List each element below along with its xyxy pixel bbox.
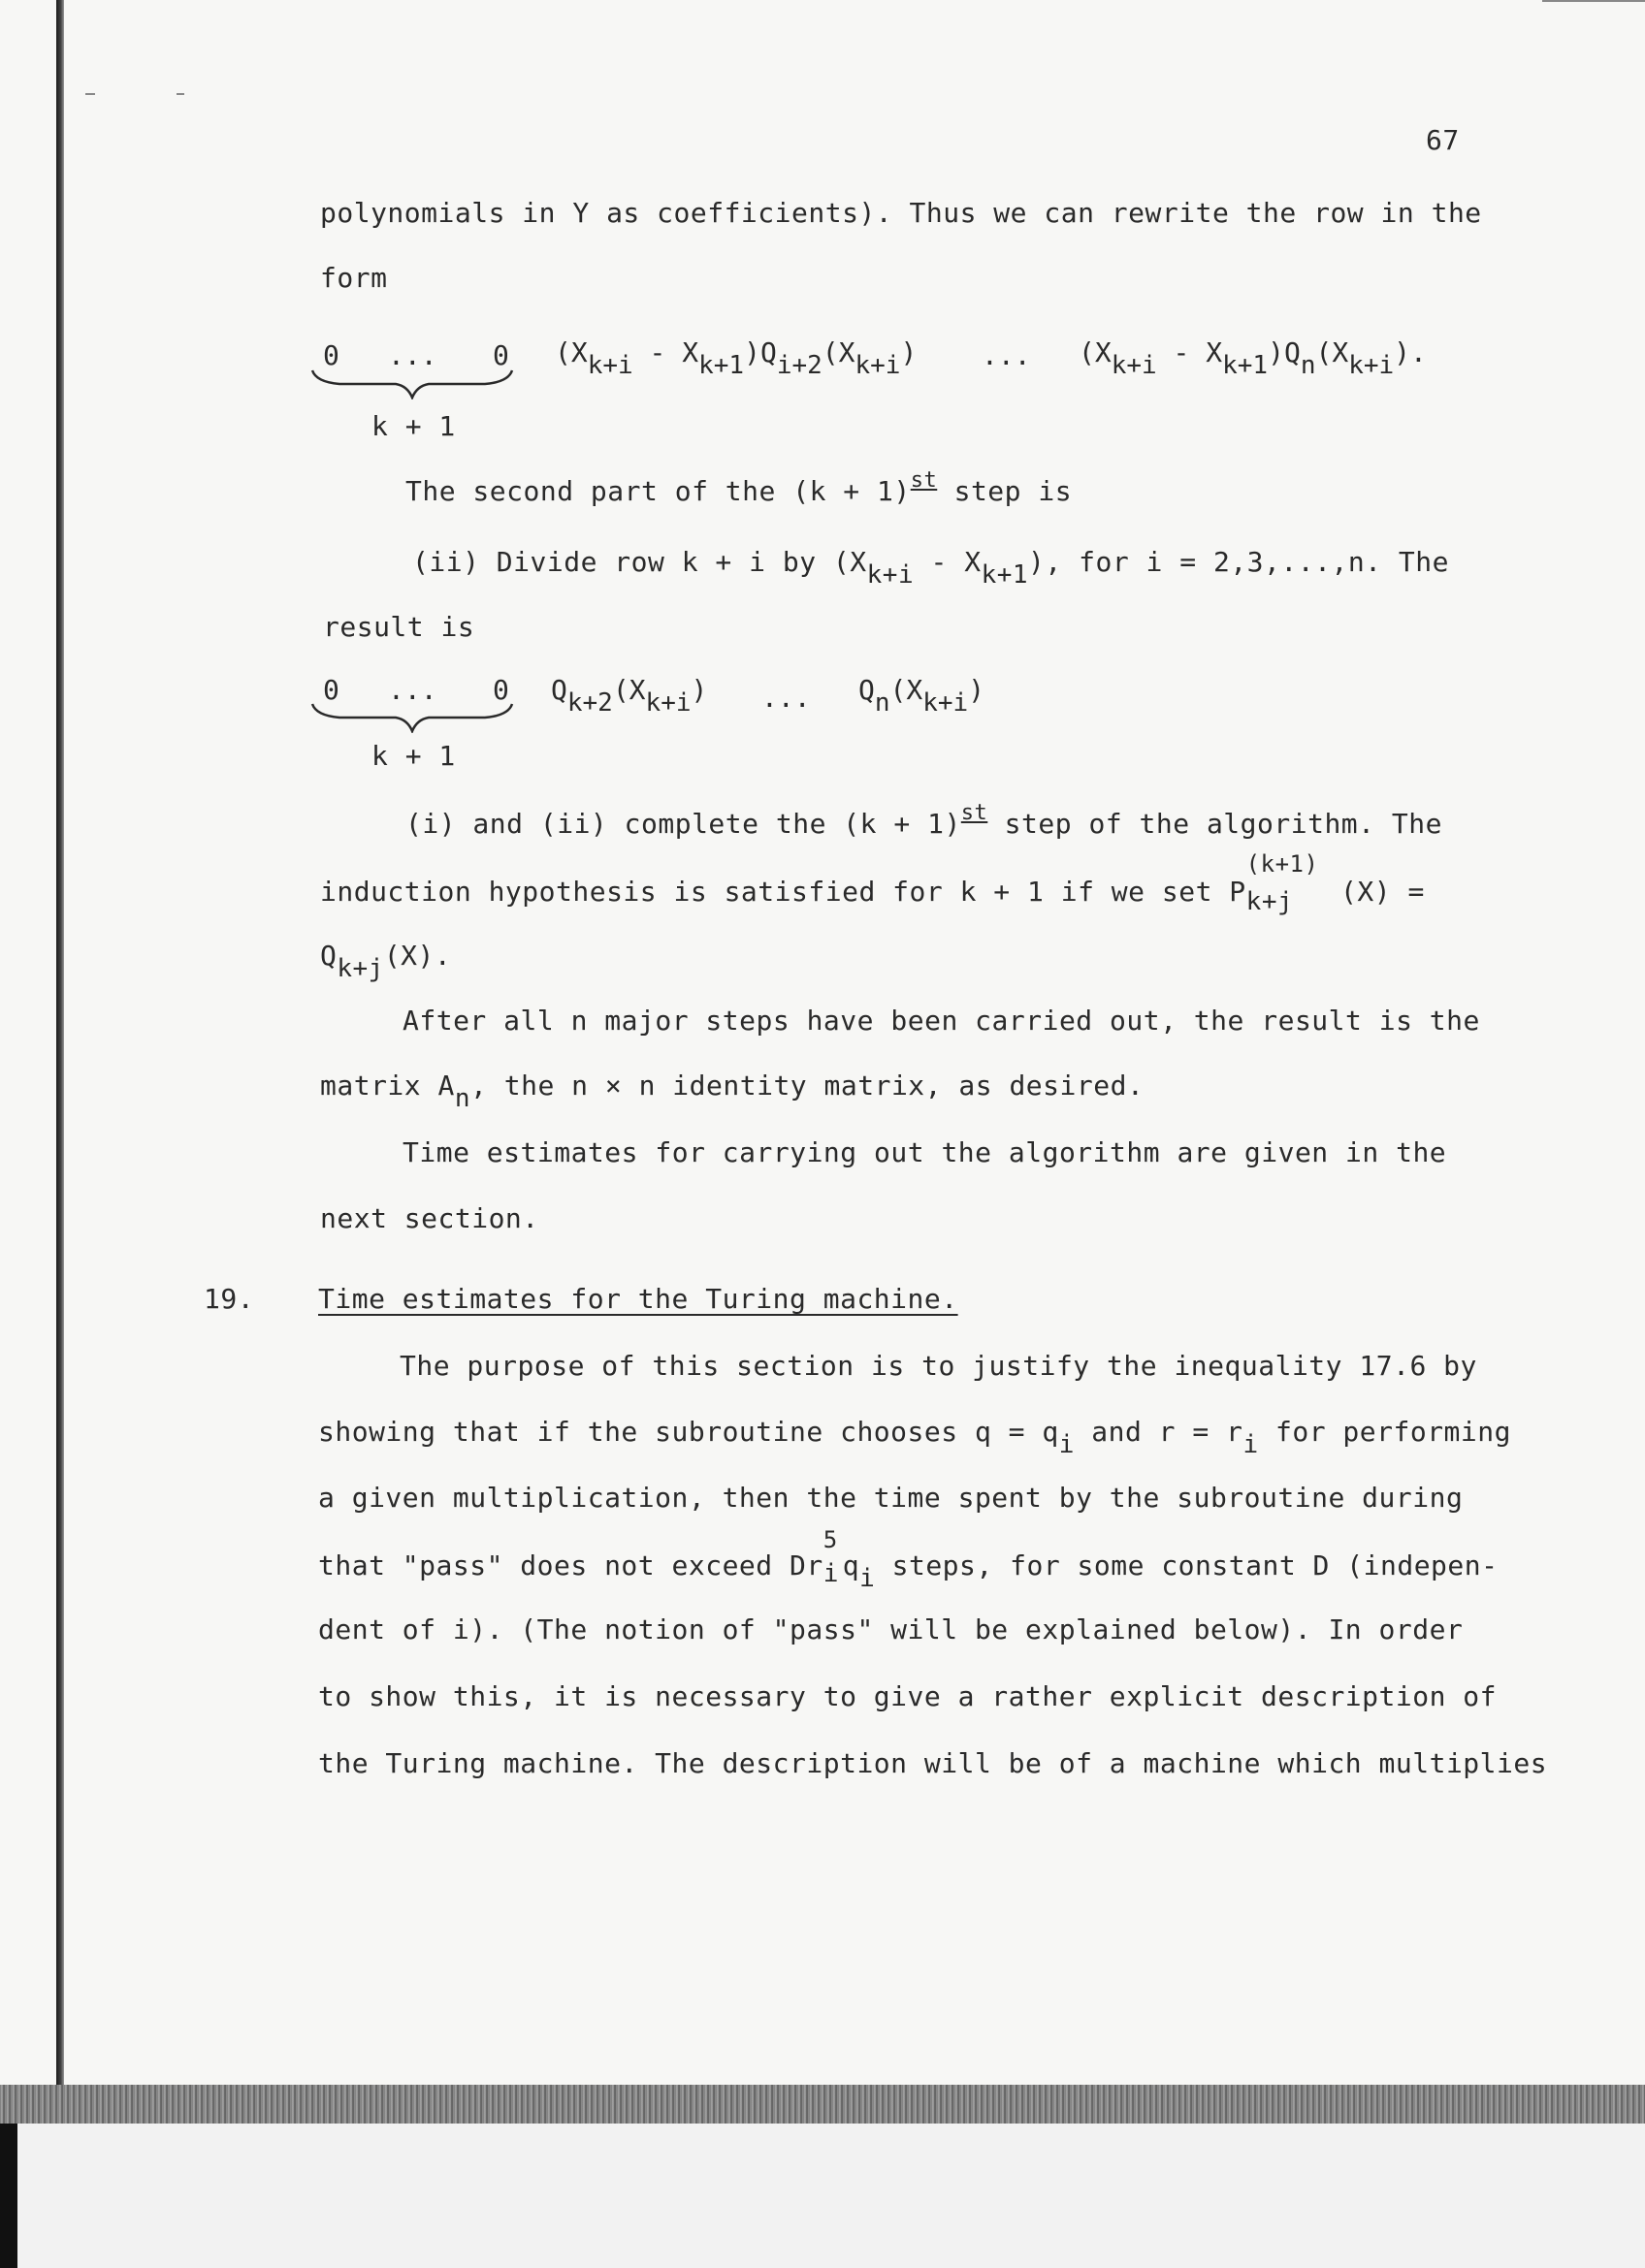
eq1-zero-left: 0 xyxy=(323,339,339,371)
text-line: The purpose of this section is to justify the inequality 17.6 by xyxy=(400,1350,1477,1382)
eq2-zero-right: 0 xyxy=(493,674,509,706)
section-title: Time estimates for the Turing machine. xyxy=(318,1283,958,1315)
eq1-brace-label: k + 1 xyxy=(371,410,456,442)
text-line: matrix An, the n × n identity matrix, as desired. xyxy=(320,1070,1145,1113)
text-line: to show this, it is necessary to give a rather explicit description of xyxy=(318,1680,1498,1712)
text-line: The second part of the $(k + 1)^{st}$ step is xyxy=(405,468,1073,507)
scan-speck xyxy=(85,93,95,95)
scan-left-edge xyxy=(56,0,64,2094)
text-line: polynomials in Y as coefficients). Thus we can rewrite the row in the xyxy=(320,197,1482,229)
text-line: form xyxy=(320,262,388,294)
eq1-dots-left: ... xyxy=(388,339,437,371)
scan-speck xyxy=(177,93,184,95)
eq1-underbrace xyxy=(310,367,514,399)
eq2-dots-mid: ... xyxy=(761,682,811,714)
text-line: a given multiplication, then the time spent by the subroutine during xyxy=(318,1482,1464,1514)
eq2-term-2: Qn(Xk+i) xyxy=(858,674,985,718)
eq1-zero-right: 0 xyxy=(493,339,509,371)
eq2-term-1: Qk+2(Xk+i) xyxy=(551,674,708,718)
scan-top-line xyxy=(1542,0,1645,2)
eq1-term-2: (Xk+i - Xk+1)Qn(Xk+i). xyxy=(1079,336,1427,380)
text-line: induction hypothesis is satisfied for k + 1 if we set P (k+1) k+j (X) = xyxy=(320,850,1425,916)
text-line: that "pass" does not exceed Dr 5 i qi steps, for some constant D (indepen- xyxy=(318,1526,1499,1593)
text-line: Time estimates for carrying out the algorithm are given in the xyxy=(403,1136,1447,1168)
text-line: dent of i). (The notion of "pass" will be explained below). In order xyxy=(318,1613,1464,1645)
text-line: result is xyxy=(323,611,475,643)
scan-bottom-band xyxy=(0,2085,1645,2124)
text-line: After all n major steps have been carried out, the result is the xyxy=(403,1005,1480,1037)
text-line: (i) and (ii) complete the $(k + 1)^{st}$ step of the algorithm. The xyxy=(405,801,1442,840)
text-line: Qk+j(X). xyxy=(320,940,452,983)
text-line: the Turing machine. The description will be of a machine which multiplies xyxy=(318,1747,1548,1779)
eq2-underbrace xyxy=(310,700,514,733)
text-line: next section. xyxy=(320,1202,539,1234)
eq1-dots-mid: ... xyxy=(982,339,1031,371)
eq2-brace-label: k + 1 xyxy=(371,740,456,772)
text-line: showing that if the subroutine chooses q = qi and r = ri for performing xyxy=(318,1416,1511,1459)
page-number: 67 xyxy=(1426,124,1460,156)
scan-below-band xyxy=(17,2124,1645,2268)
eq2-zero-left: 0 xyxy=(323,674,339,706)
eq2-dots-left: ... xyxy=(388,674,437,706)
text-line: (ii) Divide row k + i by (Xk+i - Xk+1), for i = 2,3,...,n. The xyxy=(412,546,1449,590)
eq1-term-1: (Xk+i - Xk+1)Qi+2(Xk+i) xyxy=(555,336,918,380)
scan-bottom-corner xyxy=(0,2124,17,2268)
section-number: 19. xyxy=(204,1283,255,1315)
